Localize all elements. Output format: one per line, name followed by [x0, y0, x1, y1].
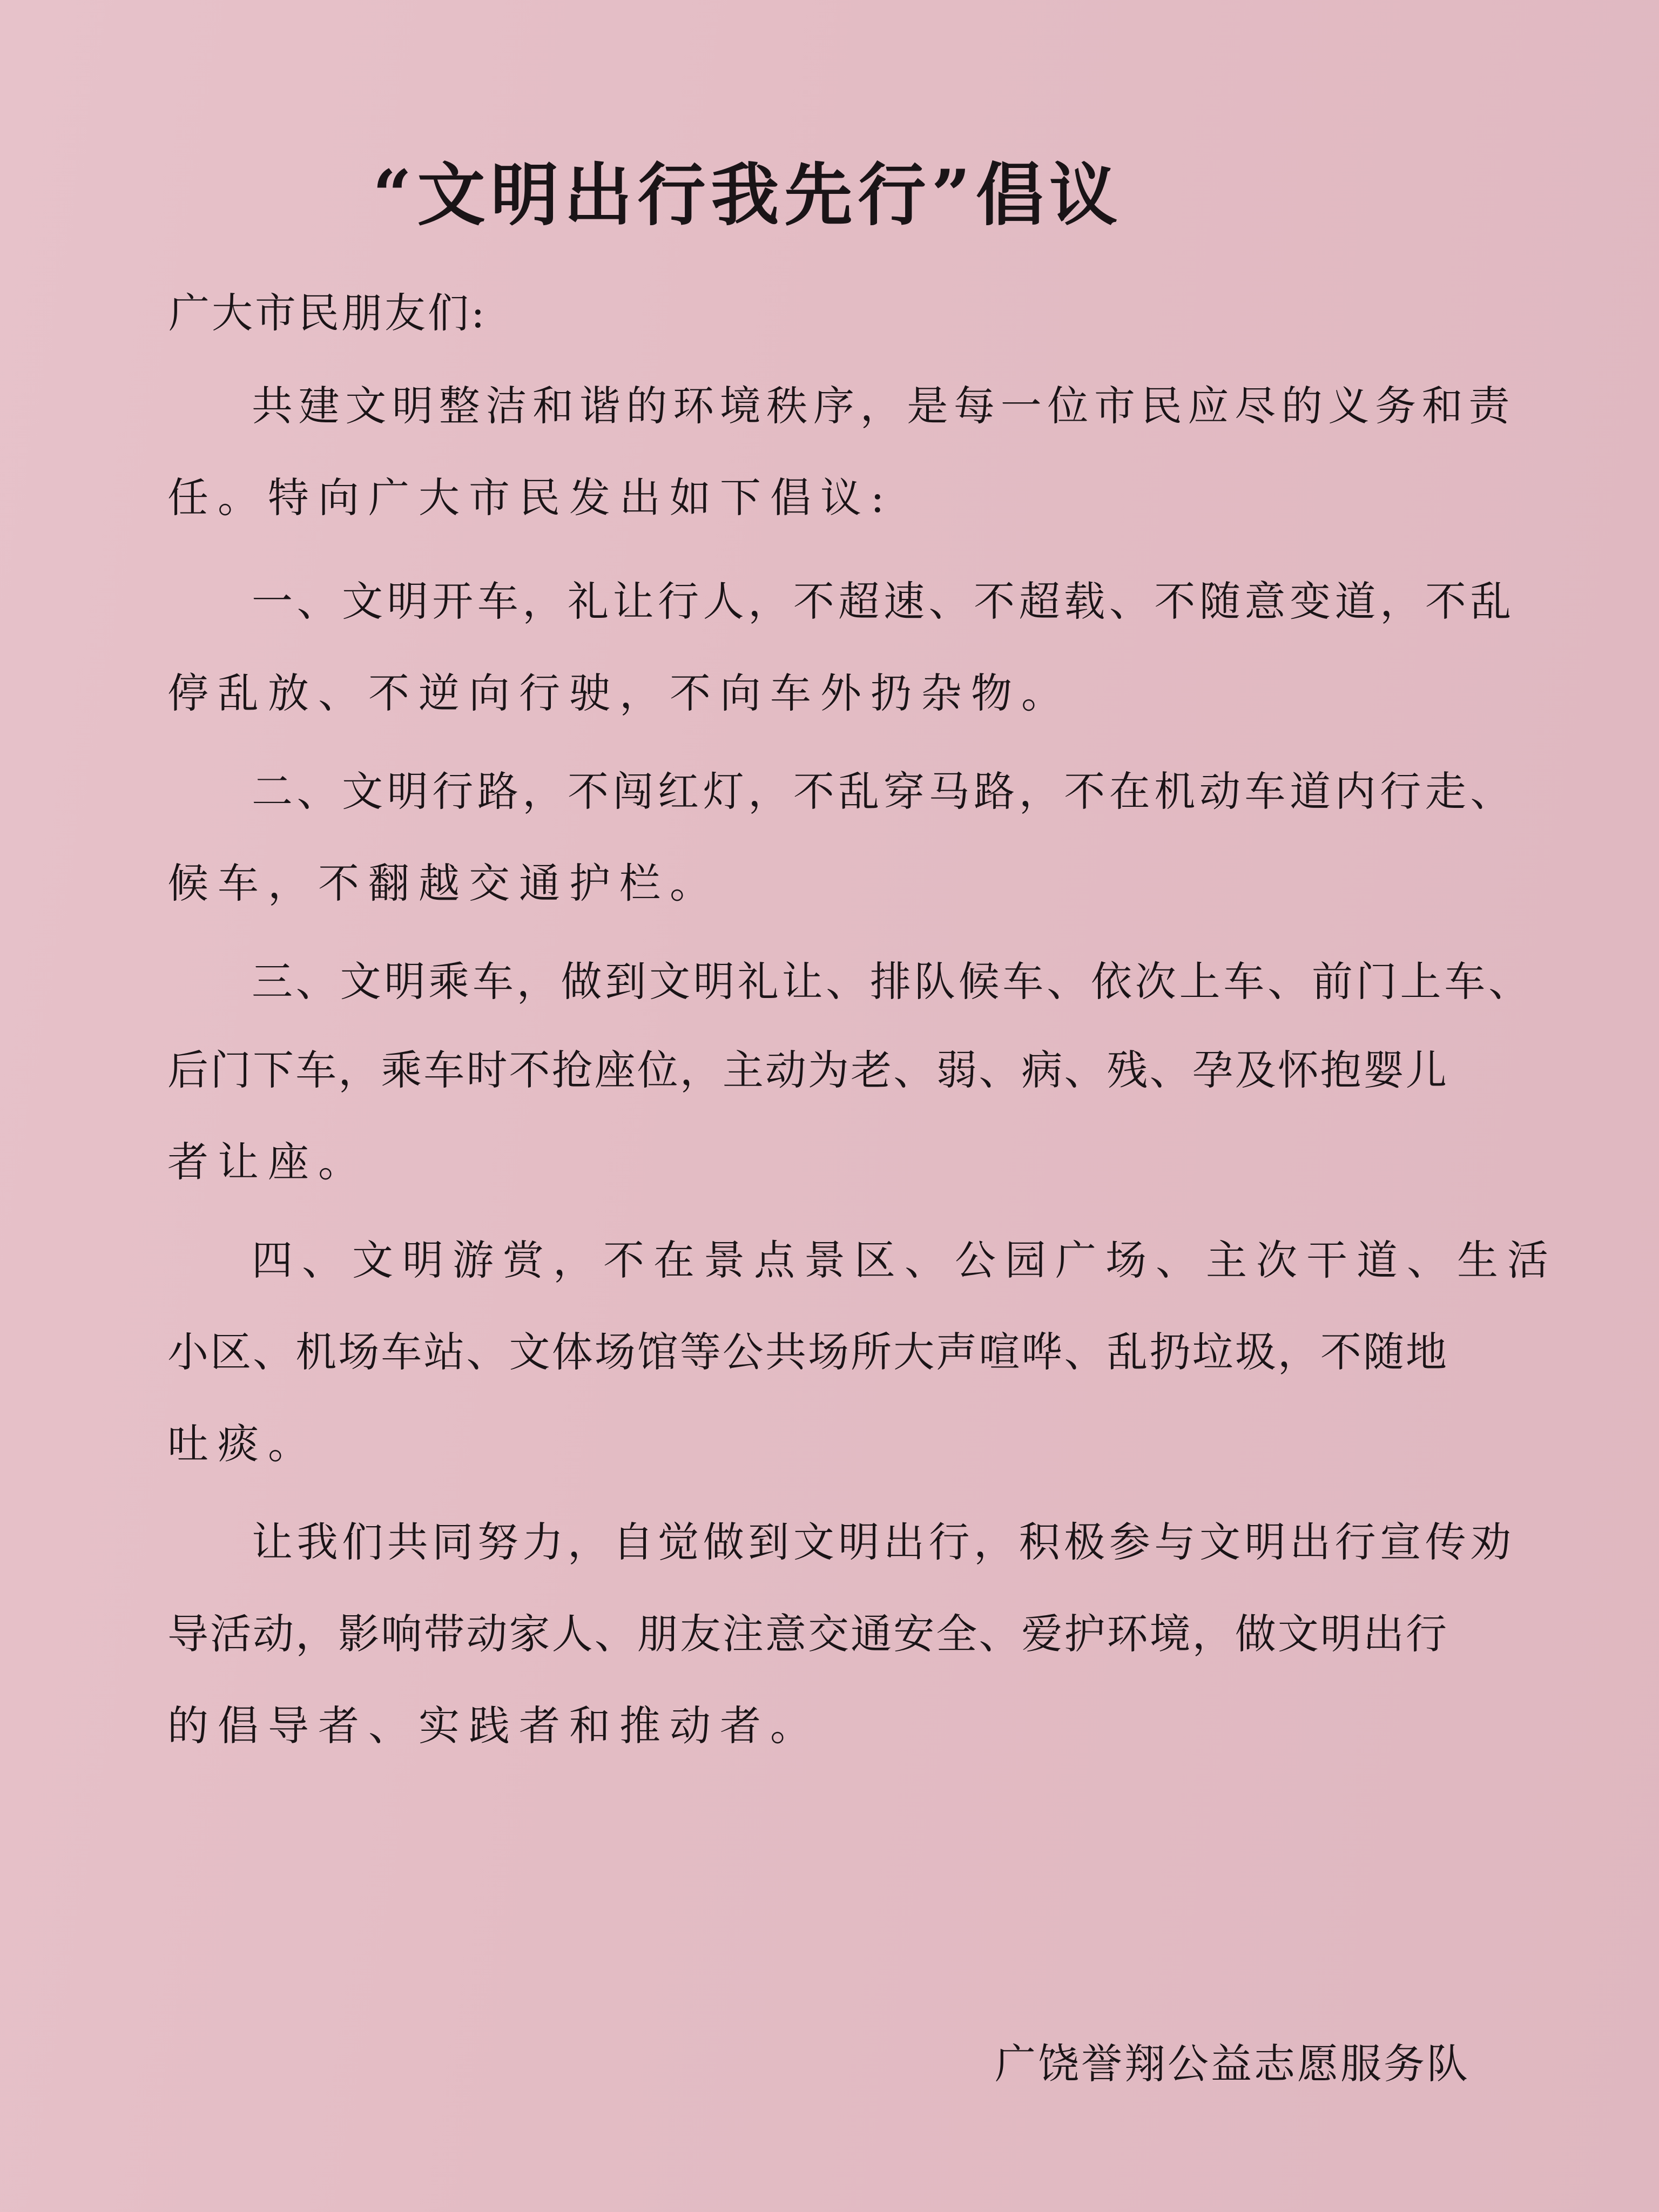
item-3-line: 三、文明乘车，做到文明礼让、排队候车、依次上车、前门上车、 [252, 957, 1533, 1006]
item-4-line: 吐痰。 [167, 1420, 318, 1468]
item-2-line: 二、文明行路，不闯红灯，不乱穿马路，不在机动车道内行走、 [252, 767, 1515, 815]
item-4-line: 四、文明游赏，不在景点景区、公园广场、主次干道、生活 [252, 1236, 1557, 1284]
intro-line: 共建文明整洁和谐的环境秩序，是每一位市民应尽的义务和责 [252, 382, 1516, 430]
item-3-line: 者让座。 [167, 1138, 368, 1186]
salutation: 广大市民朋友们: [168, 289, 487, 337]
closing-line: 让我们共同努力，自觉做到文明出行，积极参与文明出行宣传劝 [252, 1518, 1515, 1566]
item-3-line: 后门下车，乘车时不抢座位，主动为老、弱、病、残、孕及怀抱婴儿 [167, 1046, 1449, 1094]
closing-line: 导活动，影响带动家人、朋友注意交通安全、爱护环境，做文明出行 [167, 1610, 1449, 1658]
item-1-line: 一、文明开车，礼让行人，不超速、不超载、不随意变道，不乱 [252, 577, 1515, 625]
item-1-line: 停乱放、不逆向行驶，不向车外扔杂物。 [167, 669, 1071, 717]
intro-line: 任。特向广大市民发出如下倡议: [167, 474, 894, 522]
closing-line: 的倡导者、实践者和推动者。 [167, 1702, 820, 1750]
document-title: “文明出行我先行”倡议 [373, 155, 1123, 235]
signature: 广饶誉翔公益志愿服务队 [995, 2040, 1470, 2088]
item-4-line: 小区、机场车站、文体场馆等公共场所大声喧哗、乱扔垃圾，不随地 [167, 1328, 1449, 1376]
item-2-line: 候车，不翻越交通护栏。 [167, 859, 720, 907]
